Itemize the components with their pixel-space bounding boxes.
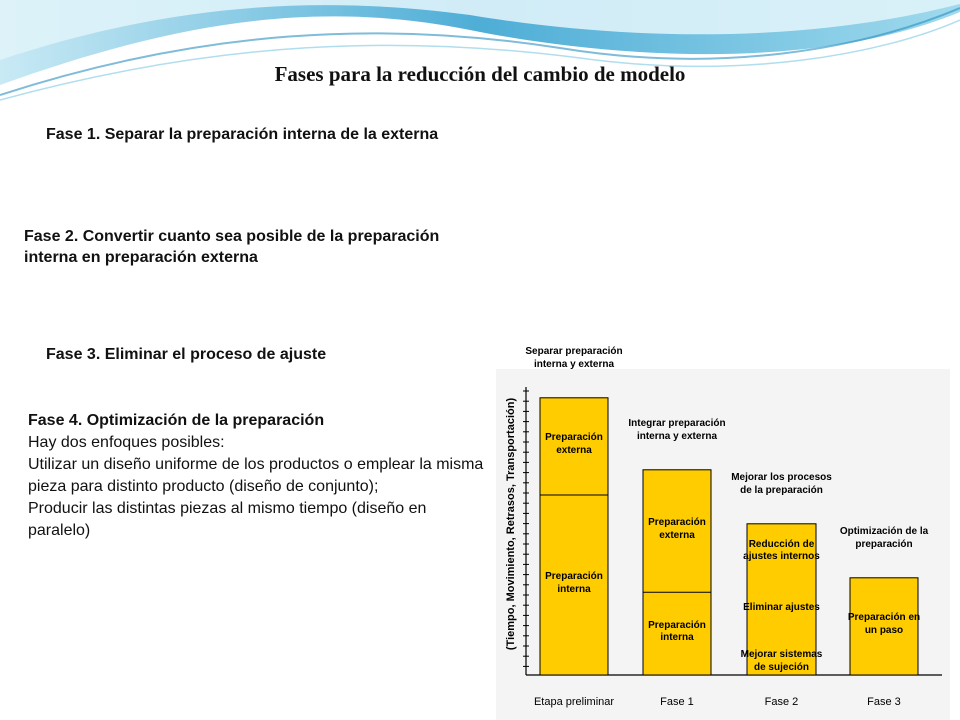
y-axis-label: (Tiempo, Movimiento, Retrasos, Transportación) bbox=[505, 397, 517, 651]
bar-segment-label: Mejorar sistemas de sujeción bbox=[740, 649, 823, 673]
phase-3-text: Fase 3. Eliminar el proceso de ajuste bbox=[46, 346, 327, 363]
phase-4-block bbox=[28, 410, 488, 542]
bar-segment-label: Preparación en un paso bbox=[847, 612, 921, 636]
slide-title: Fases para la reducción del cambio de modelo bbox=[274, 62, 686, 86]
bar-segment-label: Preparación externa bbox=[545, 432, 603, 456]
header-wave-decoration bbox=[0, 0, 960, 110]
bar-segment-label: Reducción de ajustes internos bbox=[743, 538, 820, 563]
bar-segment-label: Preparación externa bbox=[648, 517, 706, 541]
bar-segment-label: Preparación interna bbox=[545, 571, 603, 595]
column-caption: Integrar preparación interna y externa bbox=[628, 418, 726, 442]
column-caption: Separar preparación interna y externa bbox=[525, 346, 623, 370]
bar-segment-label: Preparación interna bbox=[648, 619, 706, 644]
bar-segment-label: Eliminar ajustes bbox=[743, 602, 820, 614]
column-caption: Mejorar los procesos de la preparación bbox=[731, 472, 832, 496]
x-axis-label: Fase 2 bbox=[764, 696, 799, 708]
phase-4-heading: Fase 4. Optimización de la preparación bbox=[28, 412, 325, 429]
phase-1-text: Fase 1. Separar la preparación interna de la externa bbox=[46, 126, 439, 143]
x-axis-label: Fase 3 bbox=[867, 696, 901, 708]
x-axis-label: Fase 1 bbox=[660, 696, 694, 708]
phase-4-line: Utilizar un diseño uniforme de los productos o emplear la misma pieza para distinto producto (diseño de conjunto); bbox=[28, 456, 484, 495]
phase-4-line: Producir las distintas piezas al mismo tiempo (diseño en paralelo) bbox=[28, 500, 427, 539]
x-axis-label: Etapa preliminar bbox=[533, 696, 615, 708]
phase-4-line: Hay dos enfoques posibles: bbox=[28, 434, 225, 451]
setup-reduction-diagram bbox=[496, 346, 950, 720]
phase-2-text: Fase 2. Convertir cuanto sea posible de la preparación interna en preparación externa bbox=[24, 228, 440, 266]
column-caption: Optimización de la preparación bbox=[839, 526, 929, 550]
